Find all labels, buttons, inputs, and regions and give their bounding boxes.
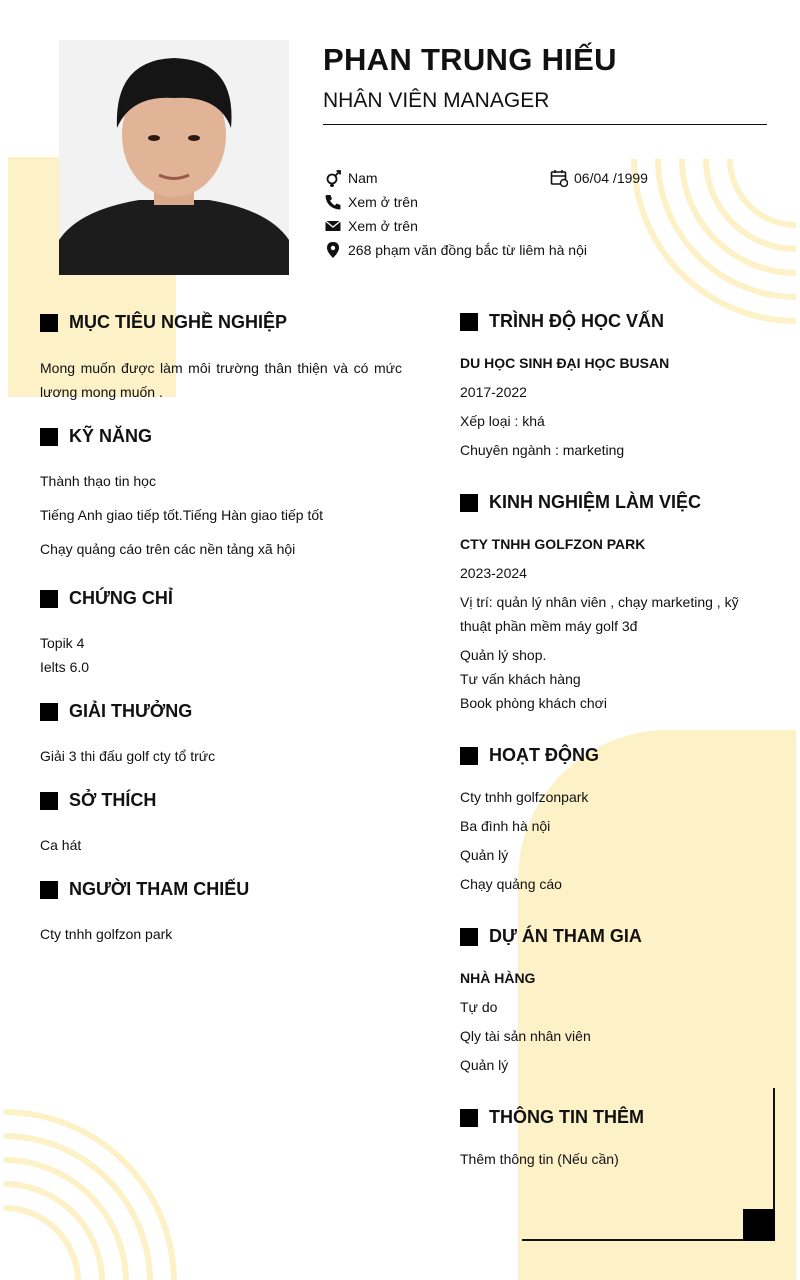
location-pin-icon: [324, 241, 342, 259]
section-square-icon: [460, 747, 478, 765]
section-square-icon: [460, 494, 478, 512]
decor-arcs-bottom-left: [0, 1108, 180, 1280]
project-name: NHÀ HÀNG: [460, 970, 536, 986]
skill-item: Thành thạo tin học: [40, 473, 156, 489]
section-activities-heading: HOẠT ĐỘNG: [460, 745, 599, 766]
decor-right-blob: [518, 730, 796, 1280]
phone-value: Xem ở trên: [348, 194, 418, 210]
section-projects-heading: DỰ ÁN THAM GIA: [460, 926, 642, 947]
education-grade: Xếp loại : khá: [460, 413, 545, 429]
experience-duty: Tư vấn khách hàng: [460, 671, 581, 687]
additional-text: Thêm thông tin (Nếu cần): [460, 1151, 619, 1167]
profile-photo: [59, 40, 289, 275]
phone-icon: [324, 193, 342, 211]
project-item: Qly tài sản nhân viên: [460, 1028, 591, 1044]
certificate-item: Topik 4: [40, 635, 85, 651]
skill-item: Tiếng Anh giao tiếp tốt.Tiếng Hàn giao tiếp tốt: [40, 507, 324, 523]
section-square-icon: [40, 314, 58, 332]
activity-item: Ba đình hà nội: [460, 818, 551, 834]
activity-item: Quản lý: [460, 847, 509, 863]
hobby-item: Ca hát: [40, 837, 82, 853]
experience-position-cont: thuật phần mềm máy golf 3đ: [460, 618, 638, 634]
header-divider: [323, 124, 767, 125]
section-certificates-heading: CHỨNG CHỈ: [40, 588, 173, 609]
mail-icon: [324, 217, 342, 235]
contact-gender: [324, 169, 378, 187]
section-hobbies-heading: SỞ THÍCH: [40, 790, 156, 811]
section-references-heading: NGƯỜI THAM CHIẾU: [40, 879, 249, 900]
section-square-icon: [40, 881, 58, 899]
skill-item: Chạy quảng cáo trên các nền tảng xã hội: [40, 541, 296, 557]
section-square-icon: [40, 703, 58, 721]
project-item: Tự do: [460, 999, 498, 1015]
experience-position: Vị trí: quản lý nhân viên , chạy marketing , kỹ: [460, 594, 739, 610]
section-experience-heading: KINH NGHIỆM LÀM VIỆC: [460, 492, 701, 513]
education-major: Chuyên ngành : marketing: [460, 442, 625, 458]
section-additional-heading: THÔNG TIN THÊM: [460, 1107, 644, 1128]
section-square-icon: [460, 313, 478, 331]
section-square-icon: [460, 928, 478, 946]
project-item: Quản lý: [460, 1057, 509, 1073]
experience-duty: Quản lý shop.: [460, 647, 547, 663]
contact-email: [324, 217, 418, 235]
certificate-item: Ielts 6.0: [40, 659, 90, 675]
education-period: 2017-2022: [460, 384, 527, 400]
contact-birthdate: [550, 169, 648, 187]
address-value: 268 phạm văn đồng bắc từ liêm hà nội: [348, 242, 587, 258]
experience-period: 2023-2024: [460, 565, 527, 581]
section-skills-heading: KỸ NĂNG: [40, 426, 152, 447]
reference-item: Cty tnhh golfzon park: [40, 926, 173, 942]
section-square-icon: [40, 428, 58, 446]
award-item: Giải 3 thi đấu golf cty tổ trức: [40, 748, 216, 764]
birthdate-value: 06/04 /1999: [574, 170, 648, 186]
decor-frame-horizontal: [522, 1239, 775, 1241]
education-school: DU HỌC SINH ĐẠI HỌC BUSAN: [460, 355, 670, 371]
candidate-name: PHAN TRUNG HIẾU: [323, 42, 617, 77]
activity-item: Chạy quảng cáo: [460, 876, 562, 892]
section-square-icon: [40, 792, 58, 810]
candidate-role: NHÂN VIÊN MANAGER: [323, 89, 550, 112]
section-awards-heading: GIẢI THƯỞNG: [40, 701, 192, 722]
contact-address: [324, 241, 587, 259]
calendar-icon: [550, 169, 568, 187]
section-square-icon: [460, 1109, 478, 1127]
decor-corner-square: [743, 1209, 775, 1241]
email-value: Xem ở trên: [348, 218, 418, 234]
experience-duty: Book phòng khách chơi: [460, 695, 607, 711]
contact-phone: [324, 193, 418, 211]
experience-company: CTY TNHH GOLFZON PARK: [460, 536, 646, 552]
gender-icon: [324, 169, 342, 187]
section-objective-heading: MỤC TIÊU NGHỀ NGHIỆP: [40, 312, 287, 333]
section-square-icon: [40, 590, 58, 608]
section-education-heading: TRÌNH ĐỘ HỌC VẤN: [460, 311, 664, 332]
decor-arcs-top-right: [630, 155, 800, 325]
activity-item: Cty tnhh golfzonpark: [460, 789, 589, 805]
objective-text: Mong muốn được làm môi trường thân thiện và có mức lương mong muốn .: [40, 360, 402, 400]
gender-value: Nam: [348, 170, 378, 186]
